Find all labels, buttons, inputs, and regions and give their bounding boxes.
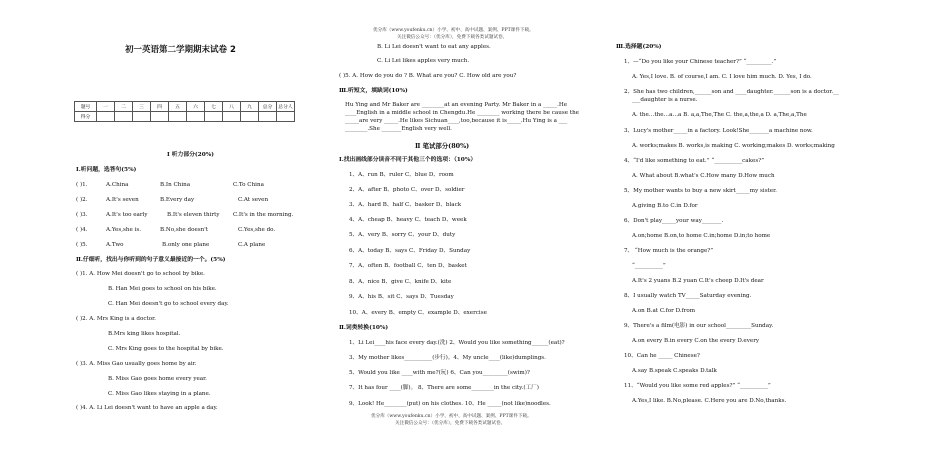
choice-question: 3、Lucy's mother_____in a factory. Look!She_______a machine now.: [624, 128, 813, 134]
score-table: [74, 101, 295, 122]
question-number: ( )1.: [76, 182, 88, 188]
option-a[interactable]: A.Two: [106, 242, 124, 248]
listening-part-heading: Ⅰ 听力部分(20%): [167, 152, 214, 158]
passage-line: Hu Ying and Mr Baker are ________at an evening Party. Mr Baker in a _____.He: [345, 102, 568, 108]
score-cell[interactable]: [151, 112, 169, 122]
question-line[interactable]: ( )1. A. How Mei doesn't go to school by bike.: [76, 271, 205, 277]
choice-options[interactable]: A.Yes,I like. B.No,please. C.Here you are D.No,thanks.: [632, 398, 787, 404]
option-c[interactable]: C.To China: [233, 182, 264, 188]
option-c[interactable]: C.It's in the morning.: [233, 212, 294, 218]
choice-question: 11、“Would you like some red apples?” “__________”: [624, 383, 771, 389]
score-cell: 总分人: [277, 102, 295, 112]
score-cell[interactable]: [133, 112, 151, 122]
word-form-line[interactable]: 7、It has four ____(脚)。 8、There are some________in the city.(工厂): [349, 385, 539, 391]
score-cell[interactable]: [259, 112, 277, 122]
choice-question: 1、—“Do you like your Chinese teacher?” “_________.”: [624, 59, 777, 65]
choice-question: 4、“I'd like something to eat.” “__________cakes?”: [624, 158, 765, 164]
right-column: [612, 0, 892, 458]
score-cell: 五: [169, 102, 187, 112]
header-line: 关注微信公众号：（优分库），免费下载各类试题试卷。: [397, 35, 508, 40]
option-b[interactable]: B.It's eleven thirty: [167, 212, 220, 218]
option-c[interactable]: C.A plane: [238, 242, 266, 248]
word-form-line[interactable]: 9、Look! He________(put) on his clothes. 10、He _____(not like)noodles.: [349, 401, 551, 407]
choice-options[interactable]: A. Yes,I love. B. of course,I am. C. I love him much. D. Yes, I do.: [632, 74, 812, 80]
option-b[interactable]: B.No,she doesn't: [160, 227, 209, 233]
footer-line: 关注微信公众号：（优分库），免费下载各类试题试卷。: [395, 421, 506, 426]
question-line[interactable]: ( )2. A. Mrs King is a doctor.: [76, 316, 156, 322]
passage-line: ____English in a middle school in Chengdu.He ________ working there be cause the: [345, 110, 579, 116]
section-heading: Ⅲ.听短文，填缺词(10%): [339, 88, 408, 94]
choice-question: 10、Can he _____ Chinese?: [624, 353, 700, 359]
question-line[interactable]: B. Han Mei goes to school on his bike.: [108, 286, 217, 292]
option-a[interactable]: A.Yes,she is.: [106, 227, 141, 233]
score-cell: 总分: [259, 102, 277, 112]
middle-column: [335, 0, 605, 458]
section-heading: Ⅱ.仔细听，找出与你听到的句子意义最接近的一个。(5%): [76, 257, 226, 263]
score-cell: 四: [151, 102, 169, 112]
pronunciation-row[interactable]: 2、A、after B、photo C、over D、soldier: [349, 187, 465, 193]
score-cell: 七: [205, 102, 223, 112]
score-table-header-row: [75, 102, 295, 112]
score-cell[interactable]: [205, 112, 223, 122]
option-b[interactable]: B.only one plane: [162, 242, 210, 248]
choice-question: 8、I usually watch TV_____Saturday evening.: [624, 293, 752, 299]
option-b[interactable]: B.Every day: [160, 197, 195, 203]
question-line[interactable]: C. Han Mei doesn't go to school every day.: [108, 301, 229, 307]
choice-options[interactable]: A.on every B.in every C.on the every D.every: [632, 338, 760, 344]
question-number: ( )2.: [76, 197, 88, 203]
choice-question: “__________”: [632, 263, 666, 269]
option-c[interactable]: C.At seven: [238, 197, 269, 203]
question-number: ( )4.: [76, 227, 88, 233]
word-form-line[interactable]: 3、My mother likes__________(步行)。4、My uncle____(like)dumplings.: [349, 355, 546, 361]
passage-line: ________.She _______English very well.: [345, 126, 452, 132]
pronunciation-row[interactable]: 9、A、his B、sit C、says D、Tuesday: [349, 294, 454, 300]
score-cell: 六: [187, 102, 205, 112]
pronunciation-row[interactable]: 10、A、every B、empty C、example D、exercise: [349, 310, 487, 316]
written-part-heading: Ⅱ 笔试部分(80%): [415, 142, 470, 150]
score-cell[interactable]: [277, 112, 295, 122]
score-cell: 八: [223, 102, 241, 112]
left-column: [70, 0, 315, 458]
word-form-line[interactable]: 1、Li Lei____his face every day.(洗) 2、Would you like something______(eat)?: [349, 340, 565, 346]
question-line[interactable]: ( )5. A. How do you do ? B. What are you? C. How old are you?: [339, 73, 517, 79]
choice-options[interactable]: A.giving B.to C.in D.for: [632, 203, 698, 209]
question-line[interactable]: ( )3. A. Miss Gao usually goes home by air.: [76, 361, 197, 367]
choice-options[interactable]: A.say B.speak C.speaks D.talk: [632, 368, 717, 374]
question-number: ( )5.: [76, 242, 88, 248]
choice-question: 9、There's a film(电影) in our school_________Sunday.: [624, 323, 774, 329]
section-heading: Ⅲ.选择题(20%): [616, 44, 662, 50]
section-heading: Ⅰ.找出画线部分读音不同于其他三个的选项：（10%）: [339, 157, 477, 163]
pronunciation-row[interactable]: 8、A、nice B、give C、knife D、kite: [349, 279, 452, 285]
word-form-line[interactable]: 5、Would you like ____with me?(玩) 6、Can you_________(swim)?: [349, 370, 530, 376]
question-line[interactable]: B.Mrs king likes hospital.: [108, 331, 181, 337]
score-cell[interactable]: [241, 112, 259, 122]
question-number: ( )3.: [76, 212, 88, 218]
choice-question: 7、 “How much is the orange?”: [624, 248, 714, 254]
passage-line: _____are very _____.He likes Sichuan____,too,because it is_____.Hu Ying is a ___: [345, 118, 568, 124]
choice-options[interactable]: A. works;makes B. works,is making C. working;makes D. works;making: [632, 143, 835, 149]
score-cell: 九: [241, 102, 259, 112]
score-table-score-row: [75, 112, 295, 122]
paper-title: 初一英语第二学期期末试卷 2: [125, 45, 236, 55]
pronunciation-row[interactable]: 3、A、hard B、half C、basker D、black: [349, 202, 462, 208]
choice-question: ___daughter is a nurse.: [632, 97, 698, 103]
choice-question: 2、She has two children,______son and ____daughter.______son is a doctor.__: [624, 89, 839, 95]
header-line: 优分库（www.youfenku.cn）小学、初中、高中试题、案例、PPT课件下载。: [373, 28, 534, 33]
question-line[interactable]: C. Mrs King goes to the hospital by bike.: [108, 346, 224, 352]
score-cell[interactable]: [187, 112, 205, 122]
option-a[interactable]: A.It's too early: [106, 212, 148, 218]
score-cell: 三: [133, 102, 151, 112]
score-cell: 二: [115, 102, 133, 112]
choice-options[interactable]: A. the…the…a…a B. a,a,The,The C. the,a,the,a D. a,The,a,The: [632, 112, 807, 118]
pronunciation-row[interactable]: 7、A、often B、football C、ten D、basket: [349, 263, 467, 269]
choice-question: 5、My mother wants to buy a new skirt_____my sister.: [624, 188, 777, 194]
score-cell: 一: [97, 102, 115, 112]
question-line[interactable]: B. Miss Gao goes home every year.: [108, 376, 207, 382]
score-cell[interactable]: [115, 112, 133, 122]
score-cell: 题号: [75, 102, 97, 112]
section-heading: Ⅱ.词类转换(10%): [339, 325, 389, 331]
section-heading: Ⅰ.听问题，选答句(5%): [76, 167, 137, 173]
score-cell[interactable]: [223, 112, 241, 122]
choice-options[interactable]: A.on B.at C.for D.from: [632, 308, 696, 314]
option-b[interactable]: B.In China: [160, 182, 191, 188]
score-cell[interactable]: [169, 112, 187, 122]
question-line[interactable]: B. Li Lei doesn't want to eat any apples.: [377, 44, 491, 50]
choice-question: 6、Don't play_____your way_______.: [624, 218, 724, 224]
option-a[interactable]: A.China: [106, 182, 129, 188]
question-line[interactable]: ( )4. A. Li Lei doesn't want to have an apple a day.: [76, 405, 218, 411]
choice-options[interactable]: A. What about B.what's C.How many D.How much: [632, 173, 775, 179]
pronunciation-row[interactable]: 4、A、cheap B、heavy C、teach D、week: [349, 217, 467, 223]
option-c[interactable]: C.Yes,she do.: [238, 227, 276, 233]
pronunciation-row[interactable]: 1、A、run B、ruler C、blue D、room: [349, 172, 454, 178]
question-line[interactable]: C. Miss Gao likes staying in a plane.: [108, 391, 211, 397]
question-line[interactable]: C. Li Lei likes apples very much.: [377, 58, 470, 64]
choice-options[interactable]: A.It's 2 yuans B.2 yuan C.It's cheep D.It's dear: [632, 278, 764, 284]
pronunciation-row[interactable]: 6、A、today B、says C、Friday D、Sunday: [349, 248, 471, 254]
score-cell: 得分: [75, 112, 97, 122]
pronunciation-row[interactable]: 5、A、very B、sorry C、your D、duty: [349, 232, 456, 238]
choice-options[interactable]: A.on;home B.on,to home C.in;home D.in;to home: [632, 233, 771, 239]
footer-line: 优分库（www.youfenku.cn）小学、初中、高中试题、案例、PPT课件下载。: [371, 414, 532, 419]
score-cell[interactable]: [97, 112, 115, 122]
option-a[interactable]: A.It's seven: [106, 197, 139, 203]
